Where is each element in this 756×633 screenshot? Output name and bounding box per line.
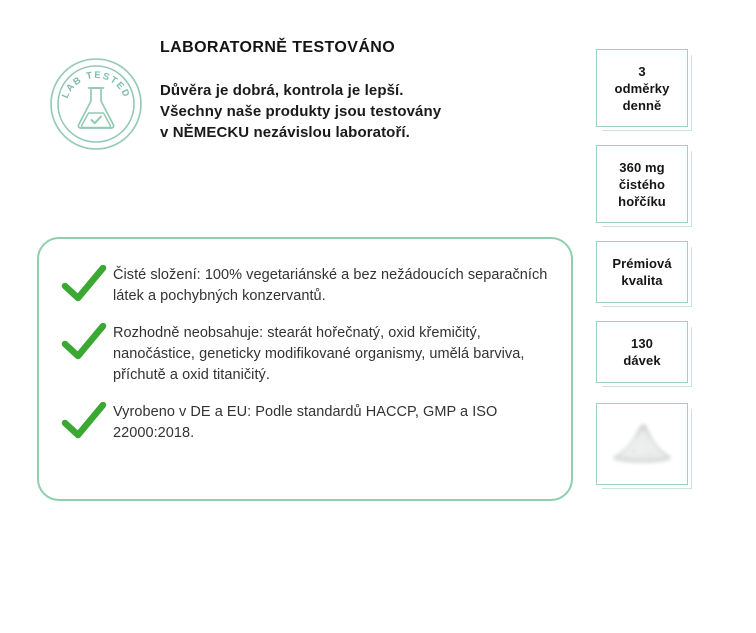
feature-box-quality xyxy=(596,241,688,303)
green-check-icon xyxy=(61,265,107,305)
hero-subtitle-line: Všechny naše produkty jsou testovány xyxy=(160,103,442,120)
hero-subtitle-line: Důvěra je dobrá, kontrola je lepší. xyxy=(160,82,404,99)
feature-box-label: Prémiová kvalita xyxy=(612,256,672,288)
hero-text-block xyxy=(155,38,573,143)
feature-box-magnesium-amount xyxy=(596,145,688,223)
list-item-text: Čisté složení: 100% vegetariánské a bez nežádoucích separačních látek a pochybných konzervantů. xyxy=(113,267,548,304)
page-title: LABORATORNĚ TESTOVÁNO xyxy=(160,39,396,56)
list-item-text: Rozhodně neobsahuje: stearát hořečnatý, oxid křemičitý, nanočástice, geneticky modifikované organismy, umělá barviva, příchutě a oxid titaničitý. xyxy=(113,325,525,383)
benefits-card xyxy=(37,237,573,501)
magnesium-powder-photo xyxy=(598,405,686,483)
feature-box-column xyxy=(596,49,720,503)
flask-with-check-icon xyxy=(78,88,113,128)
list-item xyxy=(61,321,549,386)
hero-subtitle xyxy=(160,80,573,143)
lab-tested-badge xyxy=(37,38,155,152)
list-item xyxy=(61,400,549,444)
feature-box-label: 3 odměrky denně xyxy=(614,63,670,113)
lab-tested-seal-icon xyxy=(48,56,144,152)
feature-box-dosage xyxy=(596,49,688,127)
feature-box-product-photo xyxy=(596,403,688,485)
list-item-text: Vyrobeno v DE a EU: Podle standardů HACCP, GMP a ISO 22000:2018. xyxy=(113,404,498,441)
feature-box-label: 130 dávek xyxy=(623,336,661,368)
list-item xyxy=(61,263,549,307)
hero-subtitle-line: v NĚMECKU nezávislou laboratoří. xyxy=(160,124,410,141)
feature-box-servings xyxy=(596,321,688,383)
svg-text:LAB TESTED xyxy=(60,70,132,100)
seal-arc-text: LAB TESTED xyxy=(59,69,133,101)
green-check-icon xyxy=(61,402,107,442)
feature-box-label: 360 mg čistého hořčíku xyxy=(618,159,666,209)
green-check-icon xyxy=(61,323,107,363)
hero-section xyxy=(37,38,573,152)
